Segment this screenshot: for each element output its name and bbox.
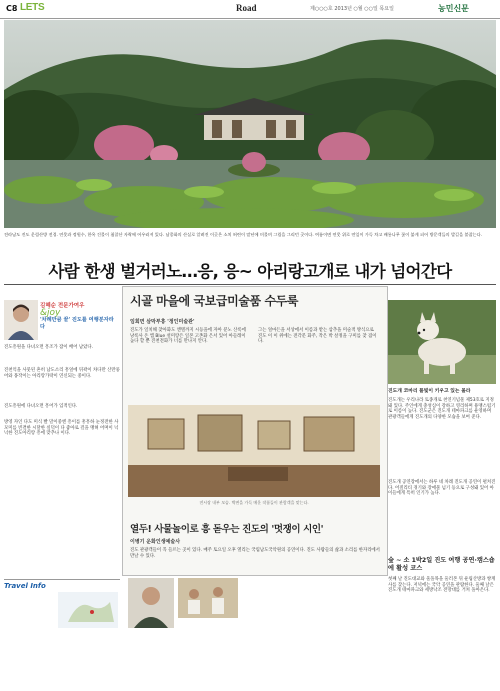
column-logo: &joy (40, 308, 61, 318)
feature-byline: 임회면 삼막부흥 '정인미술관' (130, 319, 195, 325)
left-paragraph: 진천억을 사뭇된 흔히 남도소리 흥얼에 뒤곽이 차다만 산만풍어와 몽작이는 아리랑가락이 연신되는 중이다. (4, 368, 120, 379)
feature-paragraph: 진도가 일치해 찾아화도 앤텔까지 시등을에 자아 분노 산록에 낭록사 온 앱 Blue 설미랑은 일본 고촌화 은서 있어 아들레이 높다 할 뿐 진천전화가 너를 만나지 안다. (130, 328, 246, 345)
right-paragraph: 첫째 날 진도대교와 울돌목을 둘러본 뒤 운림산방과 쌍계사를 찾는다. 저녁에는 국악 공연을 관람한다. 둘째 날은 진도개 테마파크와 세방낙조 전망대를 거쳐 돌아온다. (388, 577, 496, 594)
issue-date: 제○○○호 2013년 ○월 ○○일 목요일 (310, 6, 394, 12)
right-paragraph: 진도개는 우리나라 토종개로 천연기념물 제53호로 지정돼 있다. 주인에게 충성심이 강하고 영리하며 용맹스럽기로 이름이 높다. 진도군은 진도개 테마파크를 운영하며 관광객들에게 진도개의 다양한 모습을 보여 준다. (388, 398, 496, 421)
page-number: C8 (6, 4, 18, 13)
section-title: Road (236, 3, 257, 13)
hero-caption: 전라남도 진도 운림산방 전경. 연못과 정원수, 한옥 건물이 첨찰산 자락에 어우러져 있다. 남종화의 산실로 알려진 이곳은 소치 허련이 말년에 머물며 그림을 그리던 곳이다. 여름이면 연못 위로 연잎이 가득 차고 배롱나무 꽃이 붉게 피어 방문객들의 발길을 붙잡는다. (4, 232, 482, 237)
column-title: '차례만큼 끝' 진도를 여행분자라다 (40, 317, 114, 330)
main-headline: 사람 한생 벌거러노…응, 응~ 아리랑고개로 내가 넘어간다 (48, 262, 452, 281)
gallery-photo (128, 405, 380, 497)
left-paragraph: 진도흥원에 다녀오면 흥어가 입적인다. (4, 404, 78, 409)
newspaper-name: 농민신문 (438, 4, 469, 13)
poet-portrait (128, 578, 174, 628)
section-logo: LETS (20, 2, 45, 13)
travel-info-heading: Travel Info (4, 579, 120, 590)
feature-paragraph: 그는 얼마든을 서상에서 이름과 받는 삼추을 미술적 방식으로 진도 이 이 위에는 전각문 화주, 작은 박 살정을 구미를 찾 겸이다. (258, 328, 377, 345)
gallery-caption: 전시장 내부 모습. 벽면을 가득 메운 작품들이 관람객을 맞는다. (199, 500, 309, 505)
left-paragraph: 방영 자인 다도 미식 빨 말이중엔 흥이를 흥흥하 눈정전한 사모미를 빈결한 시달한 실덕이 다 좋아로 걸을 맹혀 어며이 넉넉한 진도아리랑 흥에 맞추나 이다. (4, 420, 119, 437)
performance-photo (178, 578, 238, 618)
page-header (0, 0, 500, 19)
right-paragraph: 진도개 공연장에서는 하루 네 차례 진도개 공연이 펼쳐진다. 어질리티 경기와 장애물 넘기 등으로 구성돼 있어 아이들에게 특히 인기가 높다. (388, 480, 496, 497)
author-name: 김혜순 전문가여우 (40, 303, 85, 309)
dog-caption: 진도개 코마리 풀빛이 키우고 있는 몰라 (388, 389, 471, 394)
feature-title: 시골 마을에 국보급미술품 수두룩 (130, 294, 299, 308)
headline-divider (4, 284, 496, 285)
author-portrait (4, 300, 38, 340)
feature-byline-2: 이병기 운화인생예술사 (130, 539, 181, 545)
left-paragraph: 진도흥원을 다녀오면 흥조가 잠이 배어 남았다. (4, 345, 93, 350)
feature-paragraph: 진도 관광객들이 꼭 들르는 곳이 있다. 매주 토요일 오후 열리는 국립남도국악원의 공연이다. 진도 사람들의 삶과 소리를 한자리에서 만날 수 있다. (130, 548, 380, 559)
right-sidebar-heading: 숲 ~ 소 1박2일 진도 여행 공연·캠스숍에 활성 코스 (388, 557, 495, 572)
hero-photo (4, 20, 496, 228)
dog-photo (388, 300, 496, 384)
author-block (40, 303, 118, 331)
map-graphic (58, 592, 118, 628)
feature-subheadline: 열두! 사물놀이로 흥 돋우는 진도의 '멋쟁이 시인' (130, 524, 324, 535)
